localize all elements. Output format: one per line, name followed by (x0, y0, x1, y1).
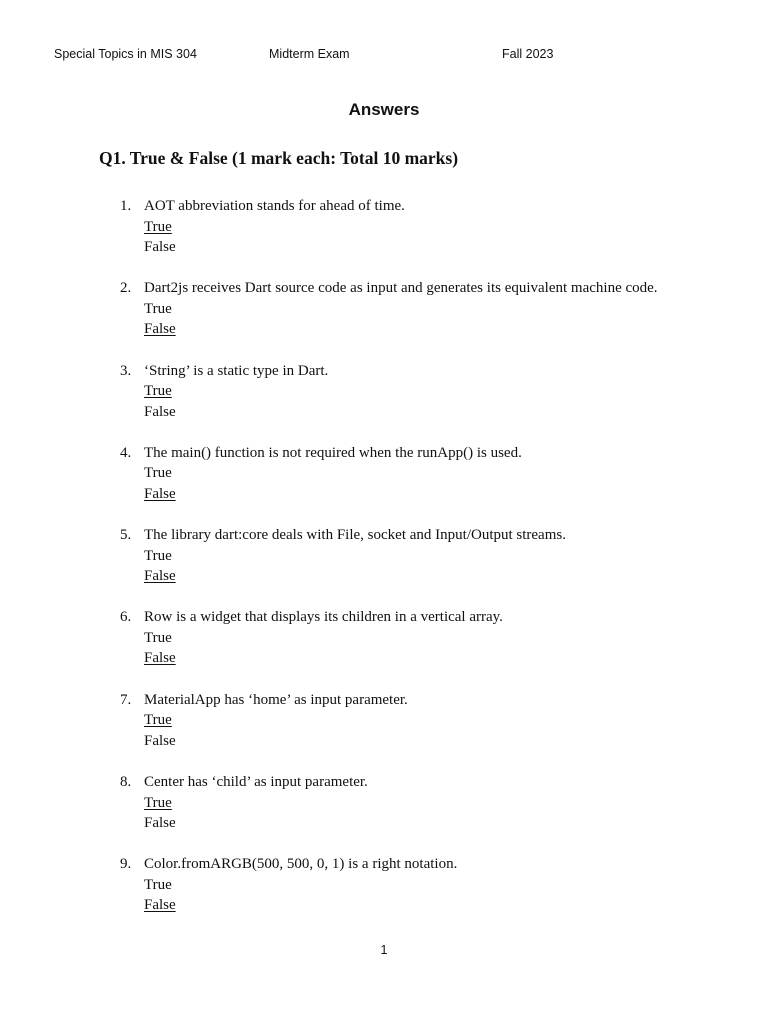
option-true: True (144, 794, 172, 811)
question-item (0, 196, 768, 278)
option-false: False (144, 732, 176, 749)
question-item (0, 772, 768, 854)
question-number: 1. (120, 198, 132, 214)
page-number: 1 (380, 943, 388, 957)
option-true: True (144, 465, 172, 482)
question-number: 4. (120, 444, 132, 461)
question-item (0, 278, 768, 360)
question-number: 8. (120, 774, 132, 791)
question-text: AOT abbreviation stands for ahead of time. (144, 198, 405, 214)
option-false: False (144, 321, 176, 338)
question-item (0, 361, 768, 443)
option-true: True (144, 218, 172, 235)
section-title: Q1. True & False (1 mark each: Total 10 marks) (99, 148, 459, 168)
option-true: True (144, 629, 172, 646)
question-item (0, 690, 768, 772)
question-text: MaterialApp has ‘home’ as input parameter. (144, 691, 408, 708)
option-false: False (144, 815, 176, 832)
question-number: 3. (120, 362, 132, 379)
question-item (0, 525, 768, 607)
option-false: False (144, 403, 176, 420)
question-text: ‘String’ is a static type in Dart. (144, 362, 329, 379)
question-number: 7. (120, 691, 132, 708)
option-true: True (144, 712, 172, 729)
page-title: Answers (348, 100, 420, 119)
option-false: False (144, 485, 176, 502)
exam-term: Fall 2023 (502, 47, 554, 61)
option-true: True (144, 383, 172, 400)
page-header (0, 47, 768, 65)
option-false: False (144, 239, 176, 255)
question-item (0, 854, 768, 936)
question-text: Row is a widget that displays its children in a vertical array. (144, 609, 503, 626)
question-number: 9. (120, 856, 132, 873)
question-text: The main() function is not required when the runApp() is used. (144, 444, 522, 461)
question-text: Center has ‘child’ as input parameter. (144, 774, 368, 791)
question-text: Color.fromARGB(500, 500, 0, 1) is a right notation. (144, 856, 458, 873)
option-true: True (144, 300, 172, 317)
question-list (0, 196, 768, 937)
option-true: True (144, 876, 172, 893)
exam-name: Midterm Exam (269, 47, 350, 61)
option-false: False (144, 897, 176, 914)
course-name: Special Topics in MIS 304 (54, 47, 197, 61)
question-number: 6. (120, 609, 132, 626)
question-number: 5. (120, 527, 132, 544)
question-text: The library dart:core deals with File, socket and Input/Output streams. (144, 527, 566, 544)
option-false: False (144, 568, 176, 585)
question-number: 2. (120, 280, 132, 297)
question-text: Dart2js receives Dart source code as input and generates its equivalent machine code. (144, 280, 658, 297)
question-item (0, 607, 768, 689)
question-item (0, 443, 768, 525)
option-false: False (144, 650, 176, 667)
option-true: True (144, 547, 172, 564)
